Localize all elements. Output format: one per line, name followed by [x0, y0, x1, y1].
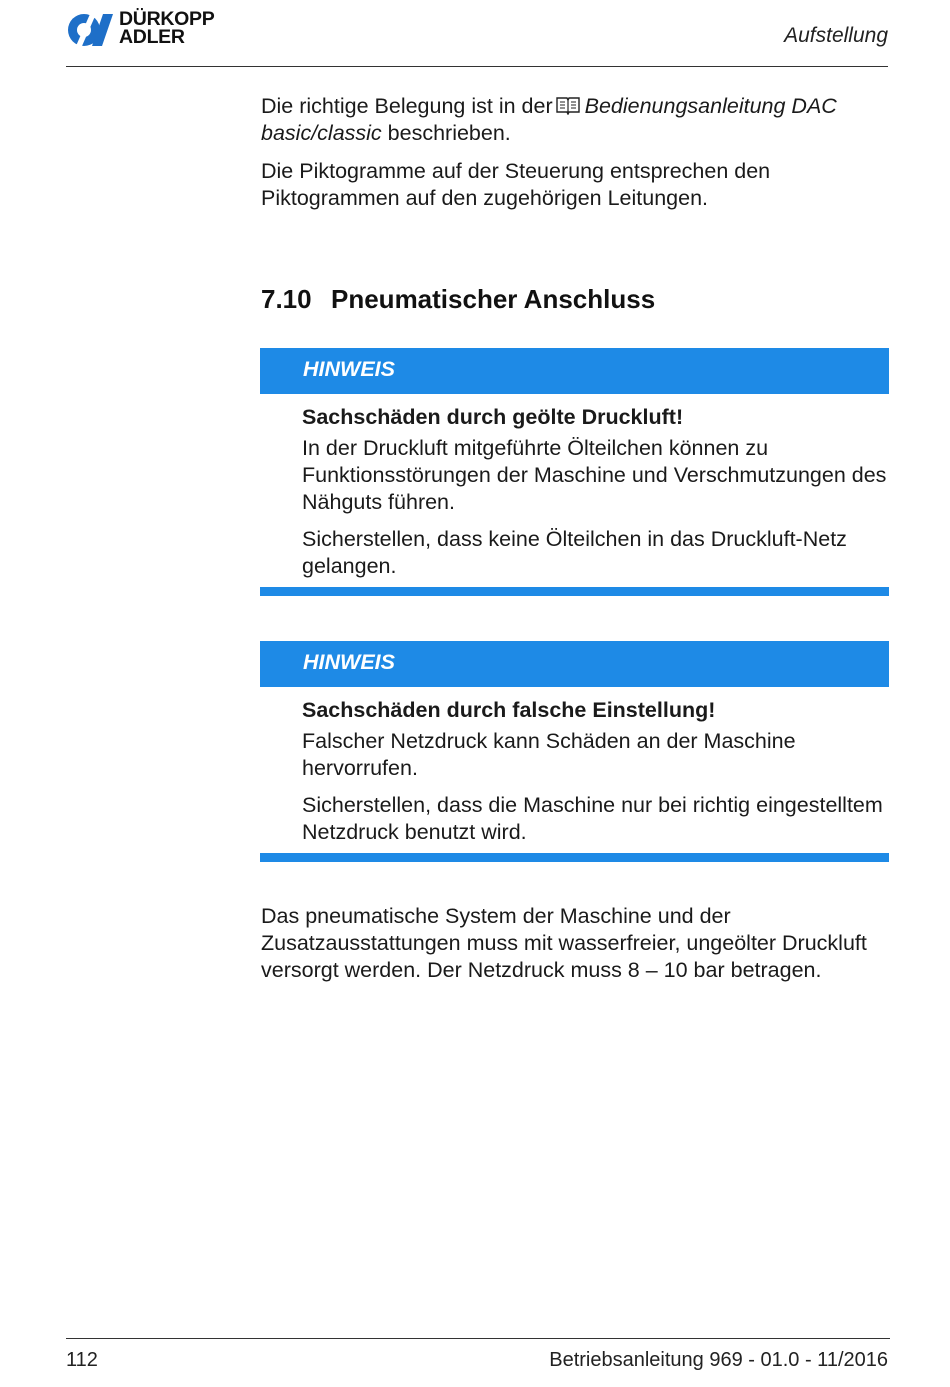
notice-2-text-1: Falscher Netzdruck kann Schäden an der Maschine hervorrufen.: [302, 729, 796, 780]
notice-2-text-2: Sicherstellen, dass die Maschine nur bei richtig eingestelltem Netzdruck benutzt wird.: [302, 793, 883, 844]
notice-1-label: HINWEIS: [303, 357, 395, 381]
notice-2-header: [260, 641, 889, 687]
notice-1-end-bar: [260, 587, 889, 596]
duerkopp-adler-logo-icon: [66, 12, 114, 48]
footer-divider: [66, 1338, 890, 1339]
brand-line-1: DÜRKOPP: [119, 8, 215, 30]
intro-paragraph-1: [261, 93, 889, 147]
notice-1-body: [260, 394, 889, 580]
brand-wordmark: [119, 10, 214, 46]
notice-2-label: HINWEIS: [303, 650, 395, 674]
intro-p1-before: Die richtige Belegung ist in der: [261, 94, 553, 118]
header-section-title: Aufstellung: [784, 24, 888, 47]
intro-p1-after: beschrieben.: [381, 121, 511, 145]
notice-1-header: [260, 348, 889, 394]
intro-paragraph-2: Die Piktogramme auf der Steuerung entsprechen den Piktogrammen auf den zugehörigen Leitungen.: [261, 159, 771, 210]
notice-2-end-bar: [260, 853, 889, 862]
brand-line-2: ADLER: [119, 26, 185, 48]
closing-text: [261, 903, 889, 984]
header-divider: [66, 66, 888, 67]
notice-1-title: Sachschäden durch geölte Druckluft!: [302, 405, 684, 429]
intro-text: [261, 93, 889, 212]
notice-1-text-1: In der Druckluft mitgeführte Ölteilchen können zu Funktionsstörungen der Maschine und Verschmutzungen des Nähguts führen.: [302, 436, 887, 514]
notice-1-text-2: Sicherstellen, dass keine Ölteilchen in das Druckluft-Netz gelangen.: [302, 527, 847, 578]
section-number: 7.10: [261, 284, 312, 314]
brand-logo: [66, 10, 246, 50]
section-title: Pneumatischer Anschluss: [331, 284, 656, 314]
notice-box-2: [260, 641, 889, 846]
book-icon: [555, 95, 581, 115]
closing-paragraph: Das pneumatische System der Maschine und der Zusatzausstattungen muss mit wasserfreier, ungeölter Druckluft versorgt werden. Der Netzdruck muss 8 – 10 bar betragen.: [261, 904, 867, 982]
document-id: Betriebsanleitung 969 - 01.0 - 11/2016: [549, 1349, 888, 1371]
manual-reference: Bedienungsanleitung DAC basic/classic: [261, 94, 837, 145]
section-heading: [261, 284, 655, 315]
page-number: 112: [66, 1349, 98, 1371]
notice-2-title: Sachschäden durch falsche Einstellung!: [302, 698, 716, 722]
notice-box-1: [260, 348, 889, 580]
notice-2-body: [260, 687, 889, 846]
